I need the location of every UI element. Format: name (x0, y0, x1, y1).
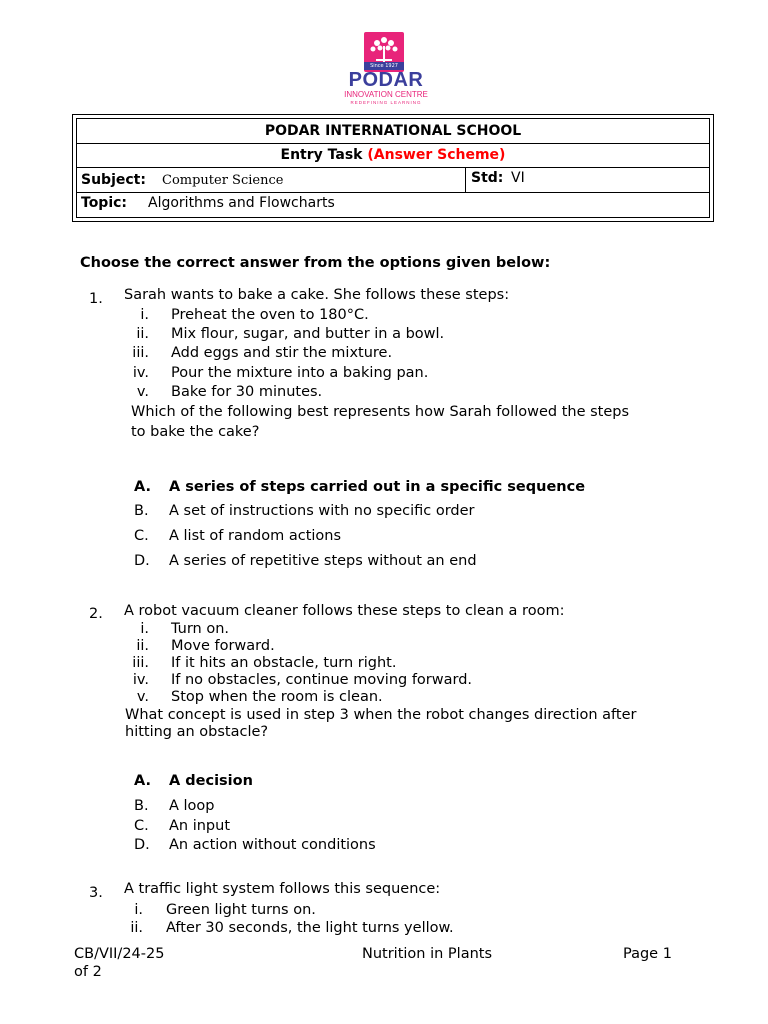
list-item-text: Pour the mixture into a baking pan. (171, 365, 429, 381)
logo-tagline: REDEFINING LEARNING (350, 100, 422, 105)
list-item: iii. (132, 655, 149, 671)
task-note: (Answer Scheme) (367, 147, 506, 163)
option-label: D. (134, 553, 150, 569)
question-text: hitting an obstacle? (125, 724, 269, 740)
option-label: A. (134, 479, 151, 495)
list-item-text: Green light turns on. (166, 902, 316, 918)
list-item-text: Preheat the oven to 180°C. (171, 307, 369, 323)
question-stem: Sarah wants to bake a cake. She follows these steps: (124, 287, 510, 303)
question-stem: A robot vacuum cleaner follows these steps to clean a room: (124, 603, 565, 619)
subject-label: Subject: (81, 172, 146, 188)
std-value: VI (511, 170, 525, 186)
topic-label: Topic: (81, 195, 128, 211)
list-item-text: If it hits an obstacle, turn right. (171, 655, 397, 671)
option-text: A loop (169, 798, 215, 814)
footer-title: Nutrition in Plants (362, 946, 493, 962)
logo-since: Since 1927 (364, 62, 404, 70)
list-item-text: Bake for 30 minutes. (171, 384, 323, 400)
question-stem: A traffic light system follows this sequence: (124, 881, 441, 897)
question-number: 3. (89, 885, 103, 901)
option-label: B. (134, 798, 149, 814)
option-label: B. (134, 503, 149, 519)
option-label: C. (134, 528, 149, 544)
footer-code: CB/VII/24-25 (74, 946, 165, 962)
header-row-topic (77, 193, 709, 217)
topic-value: Algorithms and Flowcharts (148, 195, 335, 211)
list-item-text: After 30 seconds, the light turns yellow. (166, 920, 454, 936)
list-item-text: If no obstacles, continue moving forward. (171, 672, 473, 688)
school-logo (338, 28, 434, 108)
list-item: iv. (132, 672, 149, 688)
list-item-text: Move forward. (171, 638, 275, 654)
subject-value: Computer Science (162, 173, 284, 188)
list-item: iii. (132, 345, 149, 361)
logo-name: PODAR (348, 69, 424, 91)
footer-page: Page 1 (623, 946, 672, 962)
option-correct: A decision (169, 773, 253, 789)
instruction: Choose the correct answer from the options given below: (80, 255, 551, 271)
list-item: ii. (130, 920, 143, 936)
header-row-task (77, 144, 709, 168)
school-name: PODAR INTERNATIONAL SCHOOL (264, 123, 522, 139)
list-item: v. (136, 384, 149, 400)
question-number: 1. (89, 291, 103, 307)
list-item: i. (140, 621, 149, 637)
question-number: 2. (89, 606, 103, 622)
option-label: C. (134, 818, 149, 834)
logo-subtitle: INNOVATION CENTRE (344, 90, 428, 99)
option-text: A set of instructions with no specific order (169, 503, 475, 519)
option-label: D. (134, 837, 150, 853)
option-text: A list of random actions (169, 528, 342, 544)
option-label: A. (134, 773, 151, 789)
header-row-school (77, 119, 709, 144)
list-item-text: Turn on. (171, 621, 230, 637)
std-label: Std: (471, 170, 504, 186)
list-item-text: Add eggs and stir the mixture. (171, 345, 393, 361)
footer-page-total: of 2 (74, 964, 102, 980)
list-item: i. (134, 902, 143, 918)
list-item: iv. (132, 365, 149, 381)
header-table (72, 114, 714, 222)
cell-divider (465, 168, 466, 192)
question-text: to bake the cake? (131, 424, 260, 440)
list-item: i. (140, 307, 149, 323)
task-title: Entry Task (280, 147, 363, 163)
list-item-text: Stop when the room is clean. (171, 689, 383, 705)
list-item: ii. (136, 638, 149, 654)
question-text: What concept is used in step 3 when the robot changes direction after (125, 707, 637, 723)
list-item: ii. (136, 326, 149, 342)
option-text: A series of repetitive steps without an end (169, 553, 477, 569)
option-text: An input (169, 818, 231, 834)
option-correct: A series of steps carried out in a specific sequence (169, 479, 586, 495)
list-item-text: Mix flour, sugar, and butter in a bowl. (171, 326, 445, 342)
question-text: Which of the following best represents how Sarah followed the steps (131, 404, 630, 420)
header-row-subject (77, 168, 709, 193)
header-table-inner (76, 118, 710, 218)
option-text: An action without conditions (169, 837, 376, 853)
list-item: v. (136, 689, 149, 705)
